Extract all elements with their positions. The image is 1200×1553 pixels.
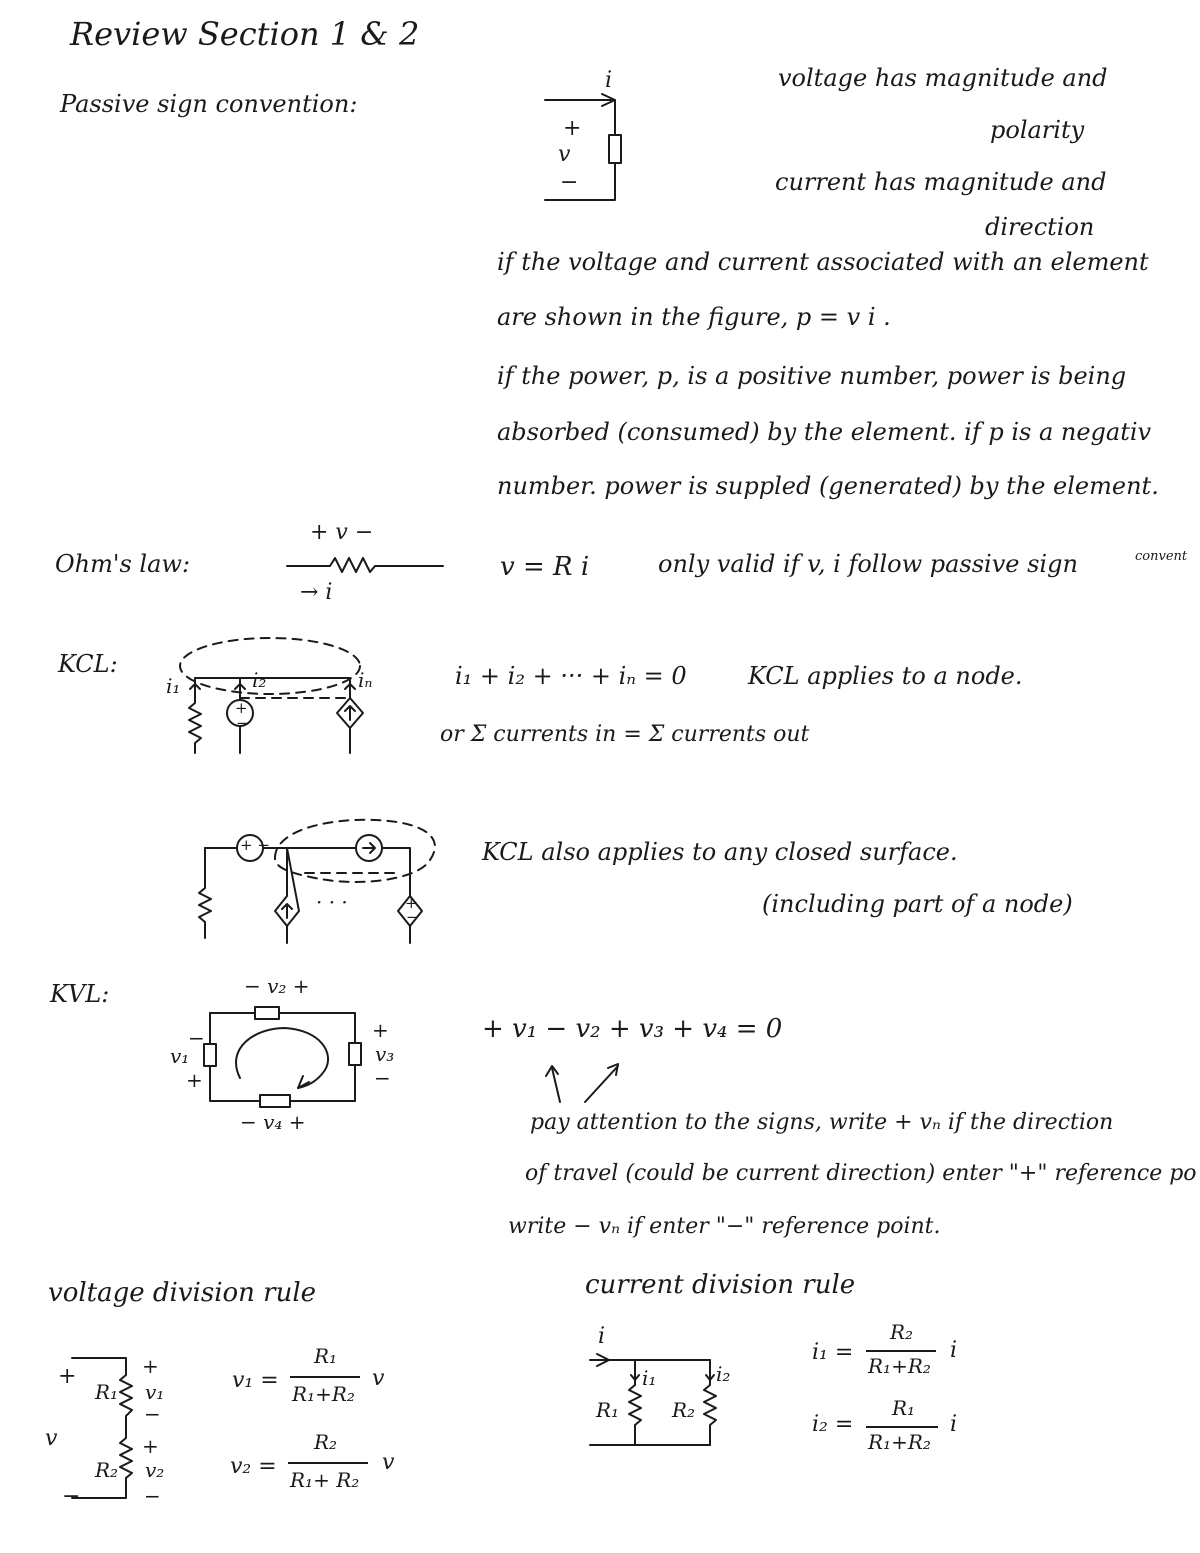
fraction-bar xyxy=(288,1462,368,1464)
vdiv-r1-label: R₁ xyxy=(95,1380,119,1404)
passive-note-direction: direction xyxy=(985,213,1095,241)
kvl-note-line3: write − vₙ if enter "−" reference point. xyxy=(508,1214,941,1239)
ohm-heading: Ohm's law: xyxy=(55,550,191,578)
cdiv-r2-label: R₂ xyxy=(672,1398,696,1422)
kvl-v1-plus: + xyxy=(186,1068,203,1092)
kcl-formula: i₁ + i₂ + ··· + iₙ = 0 xyxy=(455,662,687,690)
kcl-surface-note2: (including part of a node) xyxy=(762,890,1073,918)
cdiv-i1-numerator: R₂ xyxy=(890,1320,914,1344)
cdiv-i1-fraction xyxy=(866,1322,938,1386)
vdiv-minus-label: − xyxy=(62,1484,81,1509)
kvl-note-line1: pay attention to the signs, write + vₙ if the direction xyxy=(530,1110,1114,1135)
cdiv-i2-numerator: R₁ xyxy=(892,1396,916,1420)
vdiv-v1-lhs: v₁ = xyxy=(232,1368,279,1393)
vdiv-v2-lhs: v₂ = xyxy=(230,1454,277,1479)
ohm-formula: v = R i xyxy=(500,552,590,582)
kcl-i2-label: i₂ xyxy=(252,668,267,692)
passive-para-line1: if the voltage and current associated with an element xyxy=(497,248,1149,276)
vdiv-plus-label: + xyxy=(58,1364,77,1389)
kcl-plus-src: + xyxy=(235,699,248,717)
passive-minus-label: − xyxy=(560,170,579,195)
passive-v-label: v xyxy=(558,142,571,167)
vdiv-heading: voltage division rule xyxy=(48,1278,317,1308)
passive-note-voltage: voltage has magnitude and xyxy=(778,64,1108,92)
ohm-resistor-diagram xyxy=(285,552,445,576)
kvl-pointer-arrows xyxy=(540,1060,630,1106)
cdiv-i1-denominator: R₁+R₂ xyxy=(868,1354,931,1378)
cdiv-i2-rhs: i xyxy=(950,1412,958,1437)
cdiv-i1-rhs: i xyxy=(950,1338,958,1363)
ohm-i-label: → i xyxy=(300,580,333,605)
cdiv-r1-label: R₁ xyxy=(596,1398,620,1422)
kcl-src-plus: + − xyxy=(240,836,270,854)
passive-para-line5: number. power is suppled (generated) by the element. xyxy=(497,472,1159,500)
passive-note-current: current has magnitude and xyxy=(775,168,1107,196)
passive-para-line2: are shown in the figure, p = v i . xyxy=(497,303,891,331)
kcl-heading: KCL: xyxy=(58,650,118,678)
kcl-i1-label: i₁ xyxy=(166,674,181,698)
kvl-v1-minus: − xyxy=(188,1026,205,1050)
vdiv-v1-minus: − xyxy=(144,1402,161,1426)
kcl-surface-diagram xyxy=(195,818,445,948)
fraction-bar xyxy=(866,1350,936,1352)
kcl-node-diagram xyxy=(170,628,390,758)
vdiv-v2-plus: + xyxy=(142,1434,159,1458)
cdiv-i1-lhs: i₁ = xyxy=(812,1340,854,1365)
ohm-v-label: + v − xyxy=(310,520,374,545)
vdiv-v2-denominator: R₁+ R₂ xyxy=(290,1468,360,1492)
page-title: Review Section 1 & 2 xyxy=(70,15,420,53)
vdiv-v1-numerator: R₁ xyxy=(314,1344,338,1368)
vdiv-r2-label: R₂ xyxy=(95,1458,119,1482)
kvl-formula: + v₁ − v₂ + v₃ + v₄ = 0 xyxy=(482,1014,783,1044)
vdiv-v1-fraction xyxy=(290,1346,362,1410)
cdiv-circuit-diagram xyxy=(585,1340,725,1450)
cdiv-i2-label: i₂ xyxy=(716,1362,731,1386)
cdiv-i2-lhs: i₂ = xyxy=(812,1412,854,1437)
vdiv-v1-denominator: R₁+R₂ xyxy=(292,1382,355,1406)
vdiv-v1-plus: + xyxy=(142,1354,159,1378)
cdiv-i-label: i xyxy=(598,1324,606,1349)
kvl-v3-minus: − xyxy=(374,1066,391,1090)
passive-note-polarity: polarity xyxy=(990,116,1085,144)
passive-sign-diagram xyxy=(540,70,650,210)
kcl-src2-plus: + xyxy=(405,894,418,912)
fraction-bar xyxy=(866,1426,938,1428)
vdiv-v2-minus: − xyxy=(144,1484,161,1508)
kcl-dots: · · · xyxy=(316,890,348,914)
kcl-minus-src: − xyxy=(236,714,249,732)
fraction-bar xyxy=(290,1376,360,1378)
vdiv-v2-fraction xyxy=(288,1432,368,1496)
ohm-note: only valid if v, i follow passive sign xyxy=(658,550,1078,578)
ohm-note-small: convent xyxy=(1135,549,1188,564)
kvl-v3-plus: + xyxy=(372,1018,389,1042)
vdiv-v2-numerator: R₂ xyxy=(314,1430,338,1454)
passive-heading: Passive sign convention: xyxy=(60,90,358,118)
vdiv-v-label: v xyxy=(45,1426,58,1451)
kcl-node-note: KCL applies to a node. xyxy=(748,662,1023,690)
passive-i-label: i xyxy=(605,68,613,93)
vdiv-v1-label: v₁ xyxy=(145,1380,165,1404)
passive-para-line3: if the power, p, is a positive number, power is being xyxy=(497,362,1127,390)
vdiv-v2-rhs: v xyxy=(382,1450,395,1475)
kvl-v3-label: v₃ xyxy=(375,1042,395,1066)
cdiv-i2-fraction xyxy=(866,1398,940,1462)
kcl-src2-minus: − xyxy=(406,908,419,926)
cdiv-heading: current division rule xyxy=(585,1270,856,1300)
cdiv-i2-denominator: R₁+R₂ xyxy=(868,1430,931,1454)
kcl-formula-currents: or Σ currents in = Σ currents out xyxy=(440,722,810,747)
kcl-surface-note: KCL also applies to any closed surface. xyxy=(482,838,958,866)
kvl-v1-label: v₁ xyxy=(170,1044,190,1068)
cdiv-i1-label: i₁ xyxy=(642,1366,657,1390)
kvl-note-line2: of travel (could be current direction) enter "+" reference po xyxy=(525,1161,1197,1186)
passive-para-line4: absorbed (consumed) by the element. if p is a negativ xyxy=(497,418,1152,446)
kcl-in-label: iₙ xyxy=(358,668,373,692)
kvl-v4-label: − v₄ + xyxy=(240,1110,306,1134)
kvl-v2-label: − v₂ + xyxy=(244,974,310,998)
kvl-loop-diagram xyxy=(195,998,375,1110)
kvl-heading: KVL: xyxy=(50,980,110,1008)
vdiv-v1-rhs: v xyxy=(372,1366,385,1391)
vdiv-v2-label: v₂ xyxy=(145,1458,165,1482)
passive-plus-label: + xyxy=(563,116,582,141)
